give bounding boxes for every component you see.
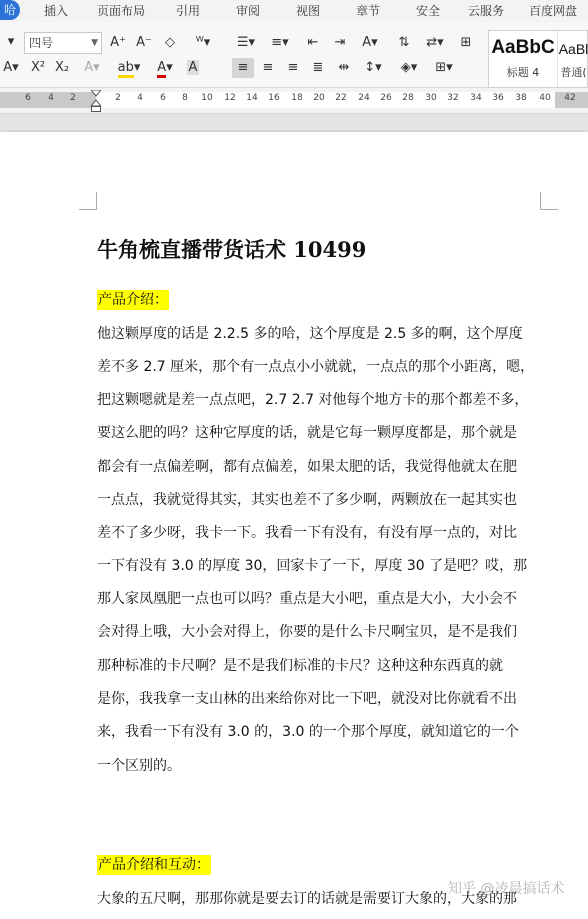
menu-tab-review[interactable]: 审阅 (236, 4, 261, 18)
paragraph-line: 那种标准的卡尺啊？是不是我们标准的卡尺？这种这种东西真的就 (97, 658, 503, 674)
shrink-font-icon[interactable]: A⁻ (136, 35, 152, 50)
style-gallery (488, 30, 588, 88)
menu-tab-references[interactable]: 引用 (176, 4, 201, 18)
style-heading-4[interactable] (489, 31, 557, 87)
paragraph-line: 要这么肥的吗？这种它厚度的话，就是它每一颗厚度都是，那个就是 (97, 425, 517, 441)
text-outline-icon[interactable]: A▾ (84, 60, 100, 75)
ruler-label: 32 (447, 93, 459, 103)
menu-tab-baidu-netdisk[interactable]: 百度网盘 (529, 4, 578, 18)
menu-bar (0, 0, 588, 22)
ruler-label: 22 (335, 93, 347, 103)
numbered-list-icon[interactable]: ≡▾ (271, 35, 289, 50)
watermark: 知乎 @凌晨搞话术 (448, 881, 565, 897)
section-heading-intro-interaction: 产品介绍和互动： (98, 857, 210, 873)
paragraph-line: 都会有一点偏差啊，都有点偏差，如果太肥的话，我觉得他就太在肥 (97, 459, 517, 475)
ruler-label: 42 (564, 93, 576, 103)
style-label: 普通( (560, 66, 587, 79)
paragraph-line: 一点点，我就觉得其实，其实也差不了多少啊，两颗放在一起其实也 (97, 492, 517, 508)
ruler-label: 18 (291, 93, 303, 103)
ruler-label: 4 (48, 93, 54, 103)
ruler-label: 2 (70, 93, 76, 103)
ruler-label: 24 (358, 93, 370, 103)
paragraph-line: 差不了多少呀，我卡一下。我看一下有没有，有没有厚一点的，对比 (97, 525, 517, 541)
section-heading-product-intro: 产品介绍： (98, 292, 168, 308)
menu-tab-cloud-service[interactable]: 云服务 (468, 4, 505, 18)
align-center-icon[interactable]: ≡ (262, 60, 274, 75)
ruler-label: 10 (201, 93, 213, 103)
grow-font-icon[interactable]: A⁺ (110, 35, 126, 50)
indent-marker-icon[interactable] (91, 90, 101, 112)
ruler-label: 36 (492, 93, 504, 103)
paragraph-line: 会对得上哦，大小会对得上，你要的是什么卡尺啊宝贝，是不是我们 (97, 624, 517, 640)
line-spacing-icon[interactable]: ↕▾ (364, 60, 382, 75)
ruler-label: 28 (402, 93, 414, 103)
distribute-icon[interactable]: ⇹ (338, 60, 350, 75)
style-normal[interactable] (557, 31, 588, 87)
ruler-label: 30 (425, 93, 437, 103)
paragraph-line: 是你，我我拿一支山林的出来给你对比一下吧，就没对比你就看不出 (97, 691, 517, 707)
menu-tab-section[interactable]: 章节 (356, 4, 381, 18)
text-effect-icon[interactable]: A▾ (3, 60, 19, 75)
ruler-label: 4 (137, 93, 143, 103)
paragraph-line: 来，我看一下有没有 3.0 的，3.0 的一个那个厚度，就知道它的一个 (97, 724, 519, 740)
sort-icon[interactable]: ⇅ (398, 35, 410, 50)
paragraph-line: 大象的五尺啊，那那你就是要去订的话就是需要订大象的，大象的那 (97, 891, 517, 907)
menu-tab-security[interactable]: 安全 (416, 4, 441, 18)
ruler-label: 6 (25, 93, 31, 103)
style-sample: AaBl (558, 41, 588, 57)
decrease-indent-icon[interactable]: ⇤ (307, 35, 319, 50)
paragraph-line: 那人家凤凰肥一点也可以吗？重点是大小吧，重点是大小，大小会不 (97, 591, 517, 607)
paragraph-line: 他这颗厚度的话是 2.2.5 多的哈，这个厚度是 2.5 多的啊，这个厚度 (97, 326, 523, 342)
document-page[interactable] (0, 132, 588, 919)
ruler-label: 20 (313, 93, 325, 103)
font-name-dropdown-edge[interactable]: ▾ (7, 34, 15, 49)
font-color-icon[interactable]: A▾ (150, 58, 180, 78)
ruler-label: 38 (515, 93, 527, 103)
menu-tab-page-layout[interactable]: 页面布局 (97, 4, 146, 18)
paragraph-line: 把这颗嗯就是差一点点吧，2.7 2.7 对他每个地方卡的那个都差不多， (97, 392, 529, 408)
align-right-icon[interactable]: ≡ (287, 60, 299, 75)
margin-corner-top-right (540, 192, 558, 210)
ruler-label: 12 (224, 93, 236, 103)
shading-fill-icon[interactable]: ◈▾ (400, 60, 418, 75)
ruler-label: 14 (246, 93, 258, 103)
menu-tab-view[interactable]: 视图 (296, 4, 321, 18)
highlight-color-icon[interactable]: ab▾ (114, 58, 144, 78)
border-icon[interactable]: ⊞▾ (435, 60, 453, 75)
paragraph-line: 一个区别的。 (97, 758, 181, 774)
menu-tab-active[interactable]: 哈 (0, 0, 20, 20)
subscript-icon[interactable]: X₂ (54, 60, 70, 75)
font-size-value: 四号 (29, 36, 54, 50)
ruler-label: 2 (115, 93, 121, 103)
style-sample: AaBbC (491, 37, 555, 58)
chevron-down-icon: ▼ (91, 38, 98, 48)
ruler-label: 8 (182, 93, 188, 103)
ruler-label: 26 (380, 93, 392, 103)
document-title: 牛角梳直播带货话术 10499 (97, 237, 367, 262)
ruler-label: 16 (268, 93, 280, 103)
formatting-toolbar (0, 22, 588, 88)
style-label: 标题 4 (506, 66, 540, 79)
margin-corner-top-left (79, 192, 97, 210)
bullet-list-icon[interactable]: ☰▾ (236, 35, 256, 50)
ruler-label: 34 (470, 93, 482, 103)
phonetic-guide-icon[interactable]: ᵂ▾ (195, 35, 211, 50)
paragraph-line: 差不多 2.7 厘米，那个有一点点小小就就，一点点的那个小距离，嗯， (97, 359, 535, 375)
show-marks-icon[interactable]: ⇄▾ (426, 35, 444, 50)
text-direction-icon[interactable]: A▾ (362, 35, 378, 50)
ruler-label: 40 (539, 93, 551, 103)
align-left-icon[interactable]: ≡ (232, 58, 254, 78)
table-icon[interactable]: ⊞ (460, 35, 472, 50)
font-size-dropdown[interactable] (24, 32, 102, 54)
clear-format-icon[interactable]: ◇ (165, 35, 175, 50)
ruler-label: 6 (160, 93, 166, 103)
increase-indent-icon[interactable]: ⇥ (334, 35, 346, 50)
char-shading-icon[interactable]: A (188, 60, 198, 75)
menu-tab-insert[interactable]: 插入 (44, 4, 69, 18)
justify-icon[interactable]: ≣ (312, 60, 324, 75)
superscript-icon[interactable]: X² (30, 60, 46, 75)
paragraph-line: 一下有没有 3.0 的厚度 30，回家卡了一下，厚度 30 了是吧？哎，那 (97, 558, 528, 574)
horizontal-ruler (0, 88, 588, 114)
